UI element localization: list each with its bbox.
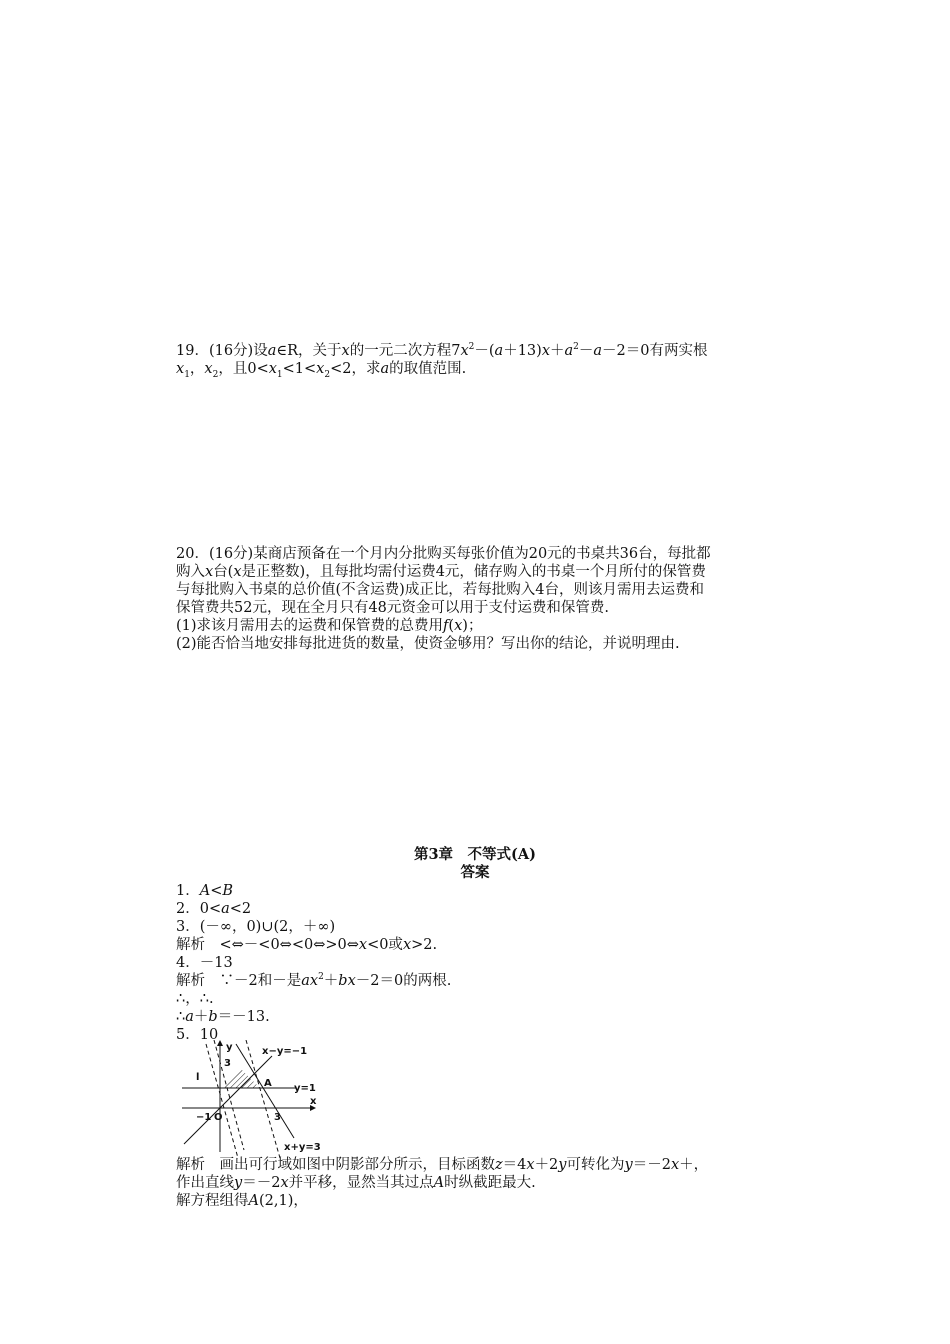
q19-line1: 19．(16分)设a∈R，关于x的一元二次方程$7x^2-(a+13)x+a^2-a-2=0$有两实根: [176, 342, 708, 359]
label-3-top: 3: [224, 1058, 231, 1069]
label-x-minus-y: x−y=−1: [262, 1046, 308, 1057]
q20-line3: 与每批购入书桌的总价值(不含运费)成正比，若每批购入4台，则该月需用去运费和: [176, 582, 705, 598]
label-y: y: [226, 1042, 233, 1053]
answer-2: 2．0<a<2: [176, 901, 252, 917]
q20-line6: (2)能否恰当地安排每批进货的数量，使资金够用？写出你的结论，并说明理由.: [176, 636, 680, 652]
label-x-plus-y: x+y=3: [284, 1142, 321, 1153]
q19-line2: $x_1$，$x_2$，且$0<x_1<1<x_2<2$，求a的取值范围.: [176, 361, 467, 380]
answer-3: 3．(－∞，0)∪(2，＋∞): [176, 919, 336, 935]
label-point-a: A: [264, 1078, 272, 1089]
q20-line2: 购入x台(x是正整数)，且每批均需付运费4元，储存购入的书桌一个月所付的保管费: [176, 564, 706, 580]
answer-4-line3: ∴a＋b＝－13.: [176, 1009, 270, 1025]
line-x-plus-y: [236, 1044, 294, 1138]
answer-5-line3: 解方程组得A(2,1)，: [176, 1193, 308, 1209]
q20-line4: 保管费共52元，现在全月只有48元资金可以用于支付运费和保管费.: [176, 600, 610, 616]
answers-subtitle: 答案: [460, 864, 490, 881]
answer-3-solution: 解析 <⇔－<0⇔<0⇔>0⇔x<0或x>2.: [176, 937, 438, 953]
answer-5: 5．10: [176, 1027, 219, 1043]
answer-4: 4．－13: [176, 955, 233, 971]
shaded-region: [220, 1068, 260, 1088]
chapter-title: 第3章 不等式(A): [413, 846, 537, 863]
line-x-minus-y: [184, 1056, 272, 1144]
q20-line1: 20．(16分)某商店预备在一个月内分批购买每张价值为20元的书桌共36台，每批都: [176, 546, 711, 562]
dashed-line-2: [206, 1044, 238, 1158]
answer-4-line2: ∴，∴.: [176, 991, 214, 1007]
answer-5-solution: 解析 画出可行域如图中阴影部分所示，目标函数z＝4x＋2y可转化为y＝－2x＋，: [176, 1157, 709, 1173]
label-neg1: −1: [196, 1112, 212, 1123]
label-origin: O: [214, 1112, 223, 1123]
answer-5-line2: 作出直线y＝－2x并平移，显然当其过点A时纵截距最大.: [176, 1175, 536, 1191]
answer-4-solution: 解析 ∵－2和－是$ax^2+bx-2=0$的两根.: [176, 972, 452, 989]
label-x: x: [310, 1096, 317, 1107]
dashed-line-3: [246, 1040, 280, 1158]
label-l: l: [196, 1072, 200, 1083]
feasible-region-figure: [176, 1040, 336, 1158]
y-axis-arrow: [217, 1040, 223, 1046]
label-3-bottom: 3: [274, 1112, 281, 1123]
q20-line5: (1)求该月需用去的运费和保管费的总费用f(x)；: [176, 618, 483, 634]
dashed-line-l: [214, 1040, 244, 1150]
label-y-equals-1: y=1: [294, 1083, 316, 1094]
answer-1: 1．A<B: [176, 883, 234, 899]
